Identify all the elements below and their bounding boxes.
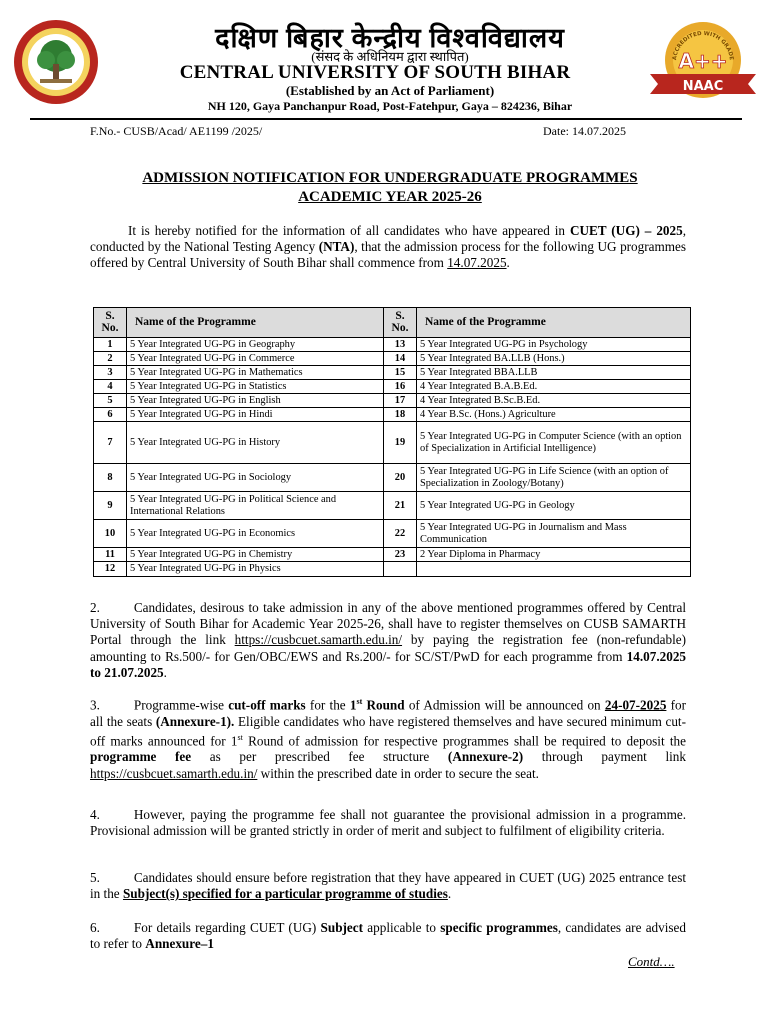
table-row: 10 5 Year Integrated UG-PG in Economics 22 5 Year Integrated UG-PG in Journalism and Mass Communication [94,520,691,548]
table-header-row [94,308,691,338]
paragraph-5: 5. Candidates should ensure before registration that they have appeared in CUET (UG) 2025 entrance test in the Subject(s) specified for a particular programme of studies. [90,870,686,902]
col-name-right: Name of the Programme [417,308,691,338]
notice-title-line2: ACADEMIC YEAR 2025-26 [298,189,482,205]
paragraph-4: 4. However, paying the programme fee shall not guarantee the provisional admission in a programme. Provisional admission will be granted strictly in order of merit and subject to fulfilment of eligibility criteria. [90,807,686,839]
col-name-left: Name of the Programme [127,308,384,338]
col-sno-right: S. No. [384,308,417,338]
paragraph-6: 6. For details regarding CUET (UG) Subject applicable to specific programmes, candidates are advised to refer to Annexure–1 [90,920,686,952]
table-row: 8 5 Year Integrated UG-PG in Sociology 20 5 Year Integrated UG-PG in Life Science (with an option of Specialization in Zoology/Botany) [94,464,691,492]
payment-link[interactable]: https://cusbcuet.samarth.edu.in/ [90,765,258,781]
address-line: NH 120, Gaya Panchanpur Road, Post-Fatehpur, Gaya – 824236, Bihar [207,99,573,113]
naac-label: NAAC [682,79,724,94]
hindi-university-name: दक्षिण बिहार केन्द्रीय विश्वविद्यालय [215,23,565,53]
programme-table [93,307,691,577]
registration-link[interactable]: https://cusbcuet.samarth.edu.in/ [234,632,403,648]
header-divider [30,118,742,120]
table-row: 12 5 Year Integrated UG-PG in Physics [94,562,691,577]
paragraph-3: 3. Programme-wise cut-off marks for the 1st Round of Admission will be announced on 24-07-2025 for all the seats (Annexure-1). Eligible candidates who have registered themselves and have secured minimum cut-off marks announced for 1st Round of admission for respective programmes shall be required to deposit the programme fee as per prescribed fee structure (Annexure-2) through payment link https://cusbcuet.samarth.edu.in/ within the prescribed date in order to secure the seat. [90,697,687,781]
table-row: 2 5 Year Integrated UG-PG in Commerce 14 5 Year Integrated BA.LLB (Hons.) [94,352,691,366]
naac-ring-text: ACCREDITED WITH GRADE [672,30,734,61]
table-row: 7 5 Year Integrated UG-PG in History 19 5 Year Integrated UG-PG in Computer Science (with an option of Specialization in Artificial Intelligence) [94,422,691,464]
university-logo [12,18,100,106]
paragraph-2: 2. Candidates, desirous to take admission in any of the above mentioned programmes offered by Central University of South Bihar for Academic Year 2025-26, shall have to register themselves on CUSB SAMARTH Portal through the link https://cusbcuet.samarth.edu.in/ by paying the registration fee (non-refundable) amounting to Rs.500/- for Gen/OBC/EWS and Rs.200/- for SC/ST/PwD for each programme from 14.07.2025 to 21.07.2025. [90,600,687,680]
english-university-name: CENTRAL UNIVERSITY OF SOUTH BIHAR [179,62,571,83]
naac-grade: A++ [678,49,728,73]
notice-date: Date: 14.07.2025 [543,124,626,138]
table-row: 11 5 Year Integrated UG-PG in Chemistry 23 2 Year Diploma in Pharmacy [94,548,691,562]
table-row: 5 5 Year Integrated UG-PG in English 17 4 Year Integrated B.Sc.B.Ed. [94,394,691,408]
file-number: F.No.- CUSB/Acad/ AE1199 /2025/ [90,124,263,138]
table-row: 6 5 Year Integrated UG-PG in Hindi 18 4 Year B.Sc. (Hons.) Agriculture [94,408,691,422]
table-row: 1 5 Year Integrated UG-PG in Geography 13 5 Year Integrated UG-PG in Psychology [94,338,691,352]
continued-marker: Contd…. [628,954,675,969]
established-line: (Established by an Act of Parliament) [285,83,495,98]
table-row: 4 5 Year Integrated UG-PG in Statistics 16 4 Year Integrated B.A.B.Ed. [94,380,691,394]
naac-badge [644,12,762,110]
intro-paragraph: It is hereby notified for the information of all candidates who have appeared in CUET (UG) – 2025, conducted by the National Testing Agency (NTA), that the admission process for the following UG programmes offered by Central University of South Bihar shall commence from 14.07.2025. [90,223,686,271]
table-row: 9 5 Year Integrated UG-PG in Political Science and International Relations 21 5 Year Integrated UG-PG in Geology [94,492,691,520]
table-row: 3 5 Year Integrated UG-PG in Mathematics 15 5 Year Integrated BBA.LLB [94,366,691,380]
col-sno-left: S. No. [94,308,127,338]
notice-title-line1: ADMISSION NOTIFICATION FOR UNDERGRADUATE PROGRAMMES [142,170,638,186]
hindi-subtitle: (संसद के अधिनियम द्वारा स्थापित) [311,49,469,64]
